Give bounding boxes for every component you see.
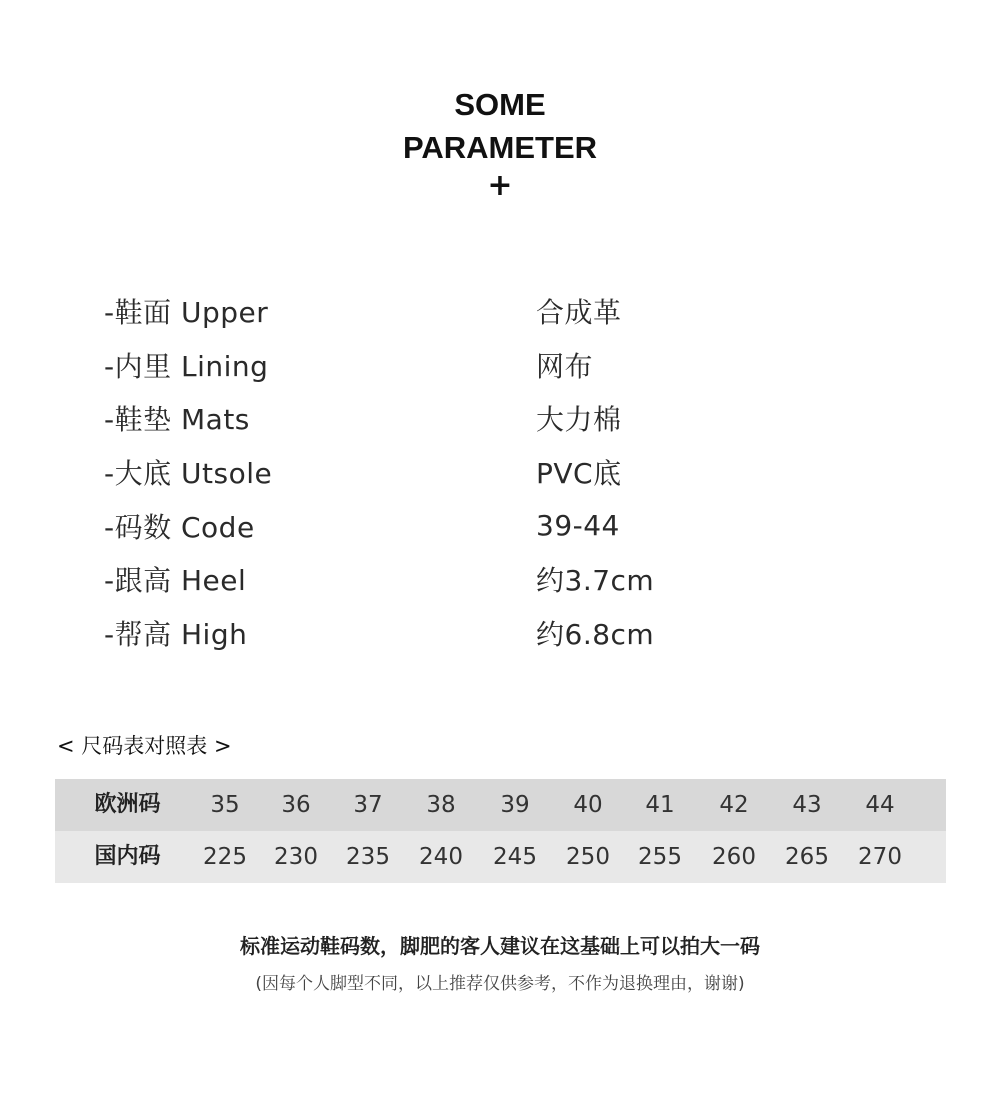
param-label: -跟高 Heel [104, 564, 247, 598]
param-value: 39-44 [536, 509, 620, 543]
param-label: -内里 Lining [104, 349, 269, 383]
param-row-lining [104, 338, 804, 392]
param-value: 合成革 [536, 295, 622, 329]
size-row-cn [55, 831, 946, 883]
size-cell: 41 [645, 792, 675, 818]
param-row-outsole [104, 445, 804, 499]
plus-icon: + [487, 168, 513, 203]
param-label: -鞋面 Upper [104, 295, 269, 329]
size-cell: 42 [719, 792, 749, 818]
size-row-label: 国内码 [94, 844, 161, 869]
size-cell: 265 [785, 844, 829, 870]
size-cell: 255 [638, 844, 682, 870]
param-label: -帮高 High [104, 617, 248, 651]
param-value: PVC底 [536, 456, 622, 490]
parameter-list [104, 284, 804, 660]
size-cell: 36 [281, 792, 311, 818]
size-row-eu [55, 779, 946, 831]
size-cell: 240 [419, 844, 463, 870]
param-row-upper [104, 284, 804, 338]
size-cell: 270 [858, 844, 902, 870]
size-cell: 40 [573, 792, 603, 818]
sizing-disclaimer: (因每个人脚型不同，以上推荐仅供参考，不作为退换理由，谢谢) [255, 974, 745, 994]
size-row-label: 欧洲码 [94, 792, 161, 817]
title-line-1: SOME [454, 87, 546, 122]
size-cell: 260 [712, 844, 756, 870]
size-cell: 37 [353, 792, 383, 818]
size-chart-table [55, 779, 946, 883]
size-cell: 43 [792, 792, 822, 818]
size-chart-heading: < 尺码表对照表 > [57, 734, 232, 758]
param-value: 网布 [536, 349, 594, 383]
param-value: 约6.8cm [536, 617, 655, 651]
param-label: -大底 Utsole [104, 456, 273, 490]
param-value: 约3.7cm [536, 564, 655, 598]
title-line-2: PARAMETER [402, 130, 598, 165]
size-cell: 35 [210, 792, 240, 818]
size-cell: 225 [203, 844, 247, 870]
sizing-note: 标准运动鞋码数，脚肥的客人建议在这基础上可以拍大一码 [240, 934, 760, 958]
param-row-high [104, 606, 804, 660]
size-cell: 245 [493, 844, 537, 870]
param-label: -码数 Code [104, 510, 255, 544]
size-cell: 230 [274, 844, 318, 870]
size-cell: 250 [566, 844, 610, 870]
param-row-heel [104, 552, 804, 606]
param-value: 大力棉 [536, 403, 622, 437]
size-cell: 39 [500, 792, 530, 818]
param-label: -鞋垫 Mats [104, 403, 250, 437]
param-row-code [104, 499, 804, 553]
size-cell: 235 [346, 844, 390, 870]
size-cell: 38 [426, 792, 456, 818]
size-cell: 44 [865, 792, 895, 818]
param-row-mats [104, 391, 804, 445]
